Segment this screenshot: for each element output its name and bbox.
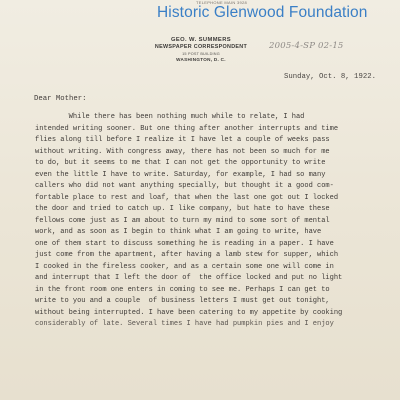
letterhead-address: 15 POST BUILDING — [182, 52, 220, 56]
letter-line: While there has been nothing much while to relate, I had — [35, 113, 305, 121]
letterhead — [150, 37, 252, 62]
letter-line: without being interrupted. I have been catering to my appetite by cooking — [35, 308, 343, 317]
letter-line: intended writing sooner. But one thing after another interrupts and time — [35, 124, 339, 133]
salutation: Dear Mother: — [34, 95, 87, 103]
letter-body — [35, 112, 397, 331]
letter-line: considerably of late. Several times I have had pumpkin pies and I enjoy — [35, 320, 334, 328]
letter-line: one of them start to discuss something he is reading in a paper. I have — [35, 239, 334, 248]
watermark-text: Historic Glenwood Foundation — [157, 4, 368, 21]
letterhead-city: WASHINGTON, D. C. — [176, 57, 226, 62]
letter-line: just come from the apartment, after having a lamb stew for supper, which — [35, 251, 339, 259]
letter-line: and interrupt that I left the door of the office locked and put no light — [35, 274, 343, 282]
letter-line: without writing. With congress away, there has not been so much for me — [35, 147, 330, 156]
letter-line: the door and tried to catch up. I like company, but hate to have these — [35, 205, 330, 213]
archive-catalog-number: 2005-4-SP 02-15 — [269, 41, 344, 51]
letter-line: to do, but it seems to me that I can not get the opportunity to write — [35, 159, 326, 167]
letter-line: in the front room one enters in coming to see me. Perhaps I can get to — [35, 285, 330, 294]
letter-line: fortable place to rest and loaf, that when the last one got out I locked — [35, 193, 339, 202]
letter-line: fellows come just as I am about to turn my mind to some sort of mental — [35, 216, 330, 225]
letterhead-title: NEWSPAPER CORRESPONDENT — [154, 44, 248, 50]
letter-line: I cooked in the fireless cooker, and as a certain some one will come in — [35, 262, 334, 271]
letter-line: callers who did not want anything specially, but thought it a good com- — [35, 182, 334, 190]
letterhead-phone: TELEPHONE MAIN 3928 — [196, 0, 248, 5]
letter-line: flies along till before I realize it I have let a couple of weeks pass — [35, 136, 330, 144]
letter-line: work, and as soon as I begin to think what I am going to write, have — [35, 228, 322, 236]
letter-line: even the little I have to write. Saturday, for example, I had so many — [35, 170, 326, 179]
letterhead-name: GEO. W. SUMMERS — [170, 37, 232, 43]
letter-line: write to you and a couple of business letters I must get out tonight, — [35, 297, 330, 305]
letter-date: Sunday, Oct. 8, 1922. — [284, 73, 376, 81]
